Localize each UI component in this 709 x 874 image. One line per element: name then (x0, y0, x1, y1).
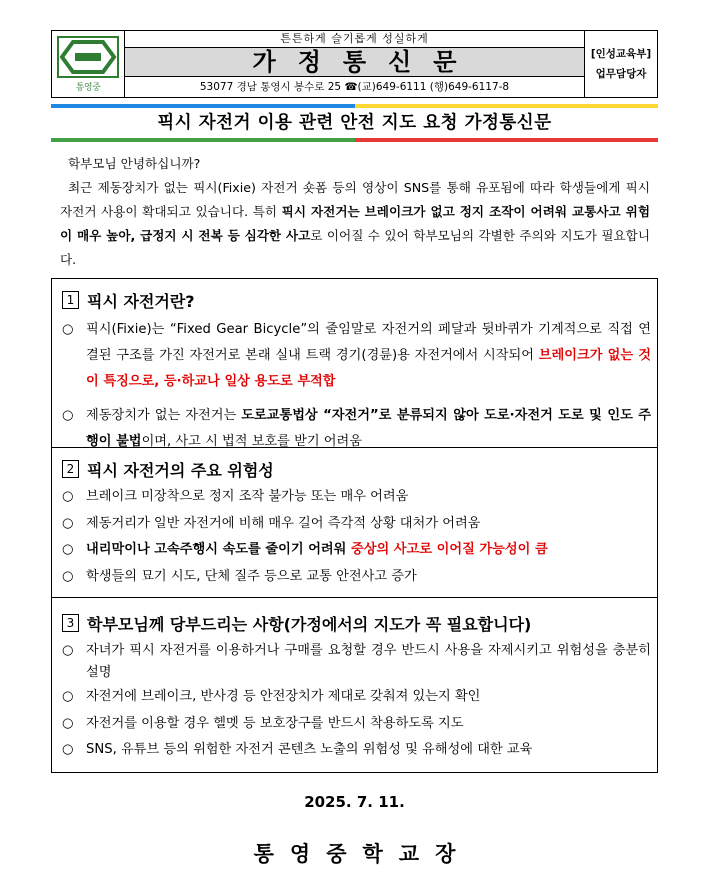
section-number: 2 (62, 460, 79, 478)
school-logo (52, 31, 125, 97)
principal-signature: 통영중학교장 (253, 841, 472, 866)
circle-bullet-icon: ○ (62, 568, 74, 584)
item-text: 자녀가 픽시 자전거를 이용하거나 구매를 요청할 경우 반드시 사용을 자제시키고 위험성을 충분히 설명 (86, 643, 651, 680)
school-motto: 튼튼하게 슬기롭게 성실하게 (280, 32, 429, 45)
section-parent-requests (52, 598, 657, 768)
list-item (62, 684, 651, 711)
item-text (86, 317, 651, 395)
item-text: 제동거리가 일반 자전거에 비해 매우 길어 즉각적 상황 대처가 어려움 (86, 515, 481, 531)
stripe-red (355, 138, 659, 142)
school-address: 53077 경남 통영시 봉수로 25 ☎(교)649-6111 (행)649-6117-8 (199, 81, 510, 93)
header-center (125, 31, 584, 97)
section-heading (62, 608, 651, 638)
circle-bullet-icon: ○ (62, 322, 74, 337)
section-heading (62, 454, 651, 484)
item-text: 학생들의 묘기 시도, 단체 질주 등으로 교통 안전사고 증가 (86, 568, 417, 584)
item-text (86, 537, 651, 564)
circle-bullet-icon: ○ (62, 643, 74, 658)
stripe-green (51, 138, 355, 142)
section-number: 3 (62, 614, 79, 632)
newsletter-title: 가정통신문 (125, 47, 584, 77)
list-item (62, 737, 651, 764)
intro-emphasis: 픽시 자전거는 브레이크가 없고 정지 조작이 어려워 교통사고 위험이 매우 높아, 급정지 시 전복 등 심각한 사고 (60, 204, 651, 243)
item-text-part: 이며, 사고 시 법적 보호를 받기 어려움 (141, 434, 362, 449)
list-item (62, 484, 651, 511)
item-text: 자전거를 이용할 경우 헬멧 등 보호장구를 반드시 착용하도록 지도 (86, 715, 464, 731)
list-item (62, 564, 651, 591)
item-text (86, 403, 651, 455)
circle-bullet-icon: ○ (62, 715, 74, 731)
content-box (51, 278, 658, 773)
logo-caption: 통영중 (75, 82, 101, 93)
list-item (62, 403, 651, 455)
list-item (62, 537, 651, 564)
band-bottom-stripe (51, 138, 658, 142)
issue-date: 2025. 7. 11. (304, 793, 405, 811)
section-what-is-fixie (52, 279, 657, 448)
intro-lead: 최근 제동장치가 없는 픽시(Fixie) 자전거 숏폼 등의 영상이 SNS를 통해 유포됨에 따라 학생들에게 픽시 자전거 사용이 확대되고 있습니다. 특히 (60, 180, 650, 219)
list-item (62, 317, 651, 395)
item-text-part: 픽시(Fixie)는 “Fixed Gear Bicycle”의 줄임말로 자전거의 페달과 뒷바퀴가 기계적으로 직접 연결된 구조를 가진 자전거로 본래 실내 트랙 경기(경륜)용 자전거에서 시작되어 (86, 322, 651, 363)
item-highlight: 중상의 사고로 이어질 가능성이 큼 (351, 542, 548, 557)
circle-bullet-icon: ○ (62, 689, 74, 704)
intro-tail: 로 이어질 수 있어 학부모님의 각별한 주의와 지도가 필요합니다. (60, 228, 650, 267)
list-item (62, 638, 651, 684)
list-item (62, 511, 651, 538)
item-emphasis: 내리막이나 고속주행시 속도를 줄이기 어려워 (86, 542, 351, 557)
document-title: 픽시 자전거 이용 관련 안전 지도 요청 가정통신문 (157, 113, 552, 133)
item-text: 브레이크 미장착으로 정지 조작 불가능 또는 매우 어려움 (86, 489, 409, 504)
item-emphasis: 도로교통법상 “자전거”로 분류되지 않아 도로·자전거 도로 및 인도 주행이 불법 (86, 408, 651, 449)
department-name: [인성교육부] (590, 48, 652, 60)
item-highlight: 브레이크가 없는 것이 특징으로, 등·하교나 일상 용도로 부적합 (86, 348, 651, 389)
section-number: 1 (62, 291, 79, 309)
item-text: 자전거에 브레이크, 반사경 등 안전장치가 제대로 갖춰져 있는지 확인 (86, 689, 481, 704)
intro-paragraph (60, 176, 650, 272)
school-emblem-icon (57, 36, 119, 78)
section-heading (62, 285, 651, 315)
list-item (62, 711, 651, 738)
section-title: 학부모님께 당부드리는 사항(가정에서의 지도가 꼭 필요합니다) (87, 614, 532, 634)
section-risks (52, 448, 657, 598)
section-title: 픽시 자전거의 주요 위험성 (87, 460, 274, 480)
circle-bullet-icon: ○ (62, 542, 74, 557)
greeting: 학부모님 안녕하십니까? (68, 156, 201, 171)
circle-bullet-icon: ○ (62, 742, 74, 757)
circle-bullet-icon: ○ (62, 515, 74, 531)
item-text: SNS, 유튜브 등의 위험한 자전거 콘텐츠 노출의 위험성 및 유해성에 대한 교육 (86, 742, 533, 757)
department-box (584, 31, 657, 97)
circle-bullet-icon: ○ (62, 408, 74, 423)
title-band (51, 104, 658, 142)
intro-text (60, 152, 650, 272)
circle-bullet-icon: ○ (62, 489, 74, 504)
letter-header (51, 30, 658, 98)
section-title: 픽시 자전거란? (87, 291, 195, 311)
manager-label: 업무담당자 (595, 68, 647, 80)
item-text-part: 제동장치가 없는 자전거는 (86, 408, 242, 423)
